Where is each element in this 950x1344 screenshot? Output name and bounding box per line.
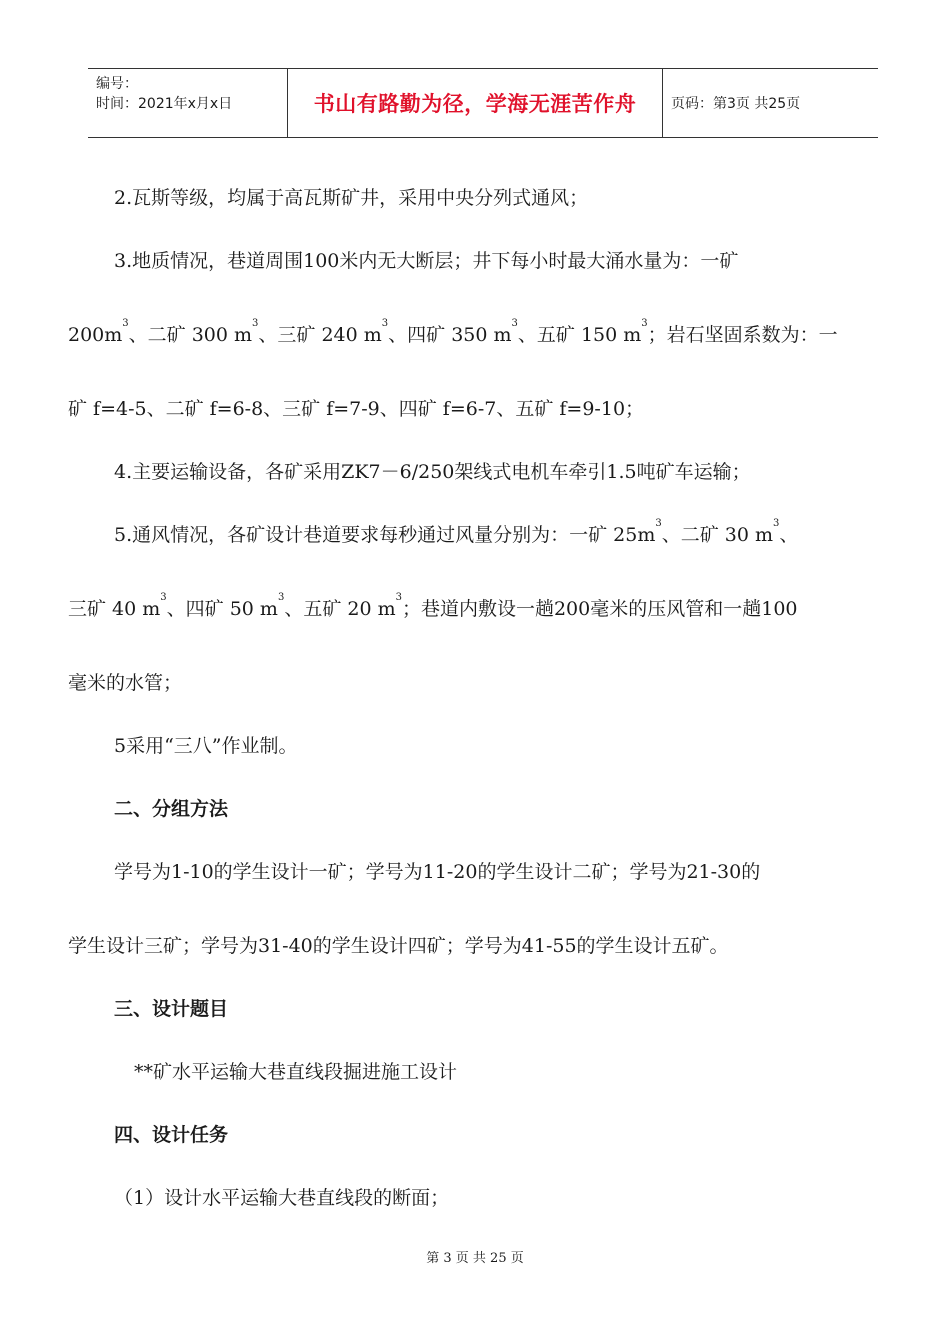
header-motto: 书山有路勤为径，学海无涯苦作舟: [313, 92, 637, 116]
para-rock-hardness: 矿 f=4-5、二矿 f=6-8、三矿 f=7-9、四矿 f=6-7、五矿 f=9-10；: [68, 398, 645, 420]
para-geology: 3.地质情况，巷道周围100米内无大断层；井下每小时最大涌水量为：一矿: [114, 250, 739, 272]
para-task-1: （1）设计水平运输大巷直线段的断面；: [114, 1187, 450, 1209]
para-ventilation-cont: 三矿 40 $m^3$、四矿 50 $m^3$、五矿 20 $m^3$；巷道内敷设一趟200毫米的压风管和一趟100: [68, 592, 798, 620]
header-motto-cell: [288, 69, 663, 137]
para-transport: 4.主要运输设备，各矿采用ZK7－6/250架线式电机车牵引1.5吨矿车运输；: [114, 461, 751, 483]
para-ventilation: 5.通风情况，各矿设计巷道要求每秒通过风量分别为：一矿 $25m^3$、二矿 30 $m^3$、: [114, 518, 799, 546]
header-time: 时间：2021年x月x日: [96, 96, 233, 112]
page-footer: 第 3 页 共 25 页: [426, 1251, 524, 1266]
para-shift-system: 5采用“三八”作业制。: [114, 735, 298, 757]
header-number: 编号：: [96, 76, 138, 92]
para-gas-level: 2.瓦斯等级，均属于高瓦斯矿井，采用中央分列式通风；: [114, 187, 589, 209]
para-grouping: 学号为1-10的学生设计一矿；学号为11-20的学生设计二矿；学号为21-30的: [114, 861, 761, 883]
para-topic: **矿水平运输大巷直线段掘进施工设计: [134, 1061, 458, 1083]
para-water-pipe: 毫米的水管；: [68, 672, 183, 694]
header-meta: [88, 69, 288, 137]
heading-topic: 三、设计题目: [114, 998, 229, 1020]
heading-task: 四、设计任务: [114, 1124, 229, 1146]
para-grouping-cont: 学生设计三矿；学号为31-40的学生设计四矿；学号为41-55的学生设计五矿。: [68, 935, 729, 957]
heading-grouping: 二、分组方法: [114, 798, 229, 820]
page-header: [88, 68, 878, 138]
para-water-inflow: $200m^3$、二矿 300 $m^3$、三矿 240 $m^3$、四矿 350 $m^3$、五矿 150 $m^3$；岩石坚固系数为：一: [68, 318, 838, 346]
header-page: 页码：第3页 共25页: [671, 96, 801, 112]
